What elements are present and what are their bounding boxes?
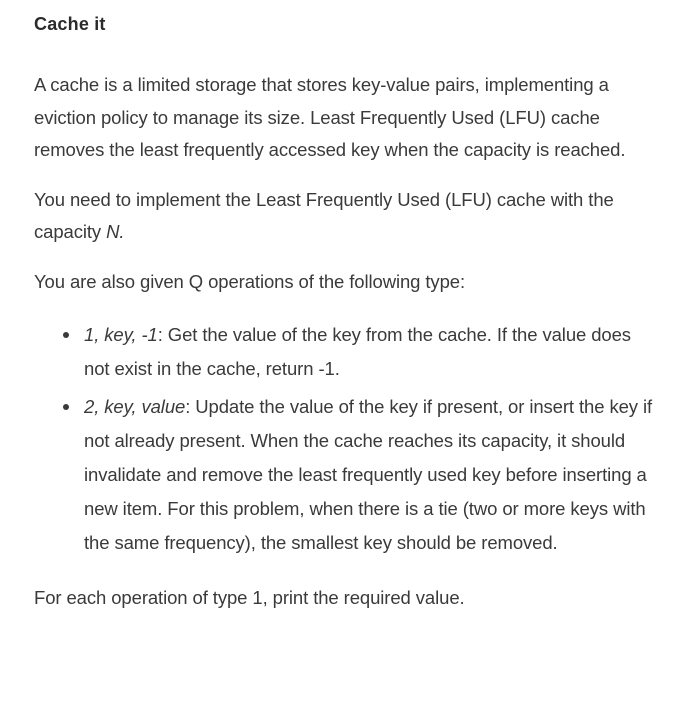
operation-separator: :	[185, 396, 191, 417]
operations-list	[34, 318, 661, 560]
operation-description: Update the value of the key if present, or insert the key if not already present. When the cache reaches its capacity, it should invalidate and remove the least frequently used key before inserting a new item. For this problem, when there is a tie (two or more keys with the same frequency), the smallest key should be removed.	[84, 396, 653, 553]
problem-title: Cache it	[34, 14, 106, 34]
bullet-icon	[63, 332, 69, 338]
closing-paragraph: For each operation of type 1, print the required value.	[34, 587, 465, 608]
list-item	[34, 390, 661, 560]
intro-paragraph: A cache is a limited storage that stores key-value pairs, implementing a eviction policy to manage its size. Least Frequently Used (LFU) cache removes the least frequently accessed key when the capacity is reached.	[34, 74, 626, 160]
operation-signature: 2, key, value	[84, 396, 186, 417]
task-text: You need to implement the Least Frequently Used (LFU) cache with the capacity	[34, 188, 614, 242]
operation-description: Get the value of the key from the cache. If the value does not exist in the cache, return -1.	[84, 324, 631, 379]
capacity-variable: N.	[106, 221, 125, 242]
operations-intro: You are also given Q operations of the following type:	[34, 270, 466, 292]
task-paragraph	[34, 184, 661, 249]
bullet-icon	[63, 404, 69, 410]
list-item	[34, 318, 661, 386]
operation-separator: :	[157, 324, 163, 345]
operation-signature: 1, key, -1	[84, 324, 158, 345]
